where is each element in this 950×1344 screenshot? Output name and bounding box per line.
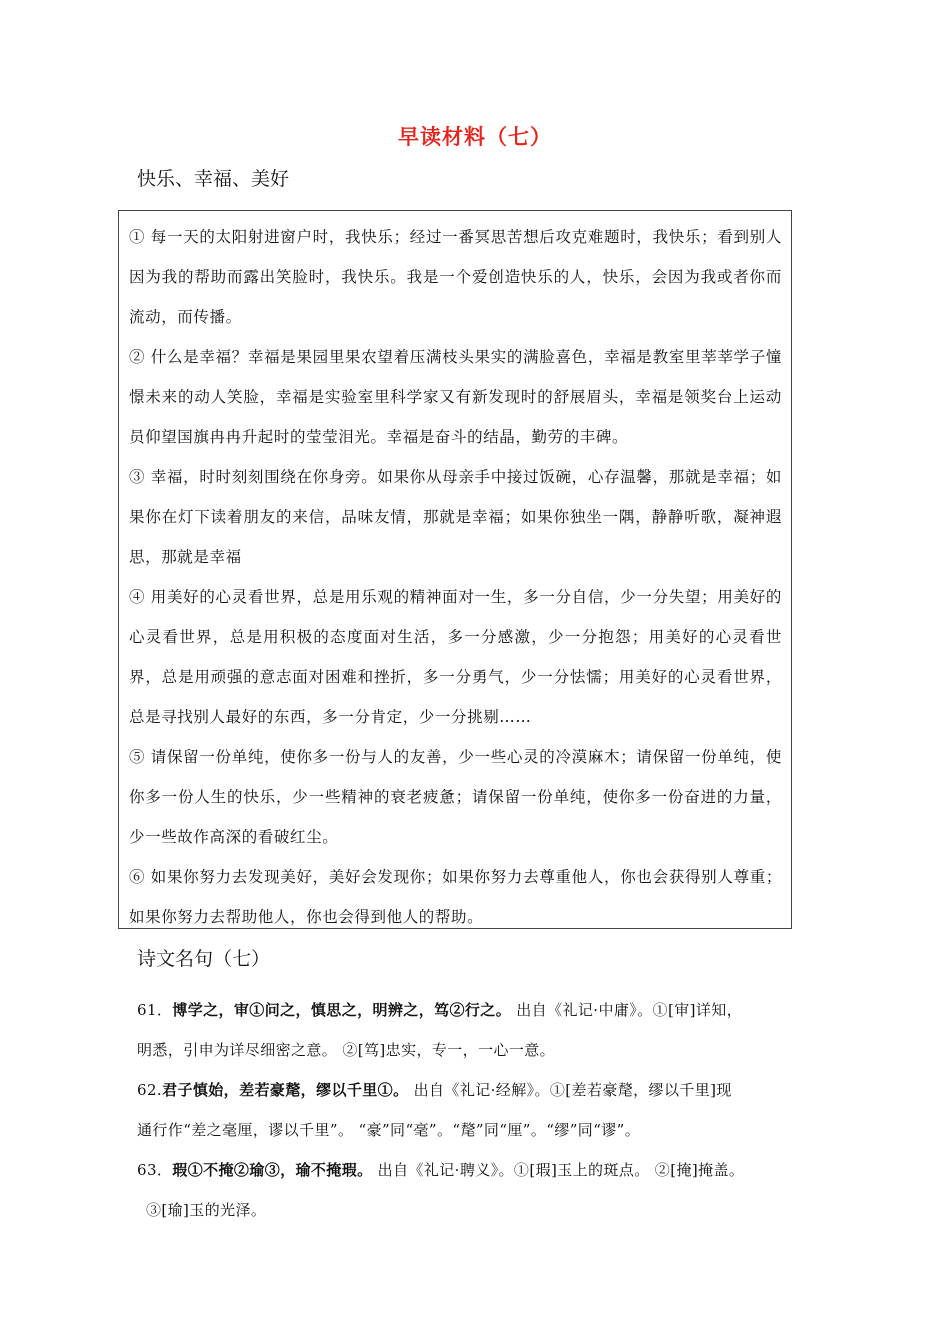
quote-source: 出自《礼记·经解》。①[差若豪氂，缪以千里]现 bbox=[408, 1081, 732, 1099]
quote-62 bbox=[137, 1070, 837, 1110]
quote-text: 瑕①不掩②瑜③，瑜不掩瑕。 bbox=[172, 1161, 373, 1179]
passage-paragraph-1: ① 每一天的太阳射进窗户时，我快乐；经过一番冥思苦想后攻克难题时，我快乐；看到别人因为我的帮助而露出笑脸时，我快乐。我是一个爱创造快乐的人，快乐，会因为我或者你而流动，而传播。 bbox=[129, 228, 782, 326]
quote-61-note: 明悉，引申为详尽细密之意。 ②[笃]忠实，专一，一心一意。 bbox=[137, 1041, 556, 1059]
quote-number: 62. bbox=[137, 1081, 163, 1099]
passage-paragraph-2: ② 什么是幸福？幸福是果园里果农望着压满枝头果实的满脸喜色，幸福是教室里莘莘学子憧憬未来的动人笑脸，幸福是实验室里科学家又有新发现时的舒展眉头，幸福是领奖台上运动员仰望国旗冉冉升起时的莹莹泪光。幸福是奋斗的结晶，勤劳的丰碑。 bbox=[129, 348, 782, 446]
quote-number: 61． bbox=[137, 1001, 173, 1019]
quote-text: 博学之，审①问之，慎思之，明辨之，笃②行之。 bbox=[172, 1001, 512, 1019]
quote-63-note: ③[瑜]玉的光泽。 bbox=[146, 1201, 267, 1219]
passage-paragraph-4: ④ 用美好的心灵看世界，总是用乐观的精神面对一生，多一分自信，少一分失望；用美好的心灵看世界，总是用积极的态度面对生活，多一分感激，少一分抱怨；用美好的心灵看世界，总是用顽强的意志面对困难和挫折，多一分勇气，少一分怯懦；用美好的心灵看世界，总是寻找别人最好的东西，多一分肯定，少一分挑剔…… bbox=[129, 588, 782, 726]
quote-number: 63． bbox=[137, 1161, 173, 1179]
quote-61 bbox=[137, 990, 837, 1030]
reading-passage-box bbox=[118, 210, 792, 929]
quote-source: 出自《礼记·中庸》。①[审]详知， bbox=[511, 1001, 743, 1019]
quotes-list bbox=[137, 990, 837, 1230]
quote-text: 君子慎始，差若豪氂，缪以千里①。 bbox=[162, 1081, 409, 1099]
quote-source: 出自《礼记·聘义》。①[瑕]玉上的斑点。 ②[掩]掩盖。 bbox=[372, 1161, 745, 1179]
page-title: 早读材料（七） bbox=[398, 125, 552, 149]
section-heading-happiness: 快乐、幸福、美好 bbox=[137, 168, 290, 190]
passage-paragraph-3: ③ 幸福，时时刻刻围绕在你身旁。如果你从母亲手中接过饭碗，心存温馨，那就是幸福；如果你在灯下读着朋友的来信，品味友情，那就是幸福；如果你独坐一隅，静静听歌，凝神遐思，那就是幸福 bbox=[129, 468, 782, 566]
passage-paragraph-6: ⑥ 如果你努力去发现美好，美好会发现你；如果你努力去尊重他人，你也会获得别人尊重；如果你努力去帮助他人，你也会得到他人的帮助。 bbox=[129, 868, 782, 926]
section-heading-quotes: 诗文名句（七） bbox=[137, 948, 271, 970]
passage-paragraph-5: ⑤ 请保留一份单纯，使你多一份与人的友善，少一些心灵的冷漠麻木；请保留一份单纯，使你多一份人生的快乐，少一些精神的衰老疲惫；请保留一份单纯，使你多一份奋进的力量，少一些故作高深的看破红尘。 bbox=[129, 748, 782, 846]
quote-63 bbox=[137, 1150, 837, 1190]
quote-62-note: 通行作“差之毫厘，谬以千里”。 “豪”同“毫”。“氂”同“厘”。“缪”同“谬”。 bbox=[137, 1121, 641, 1139]
